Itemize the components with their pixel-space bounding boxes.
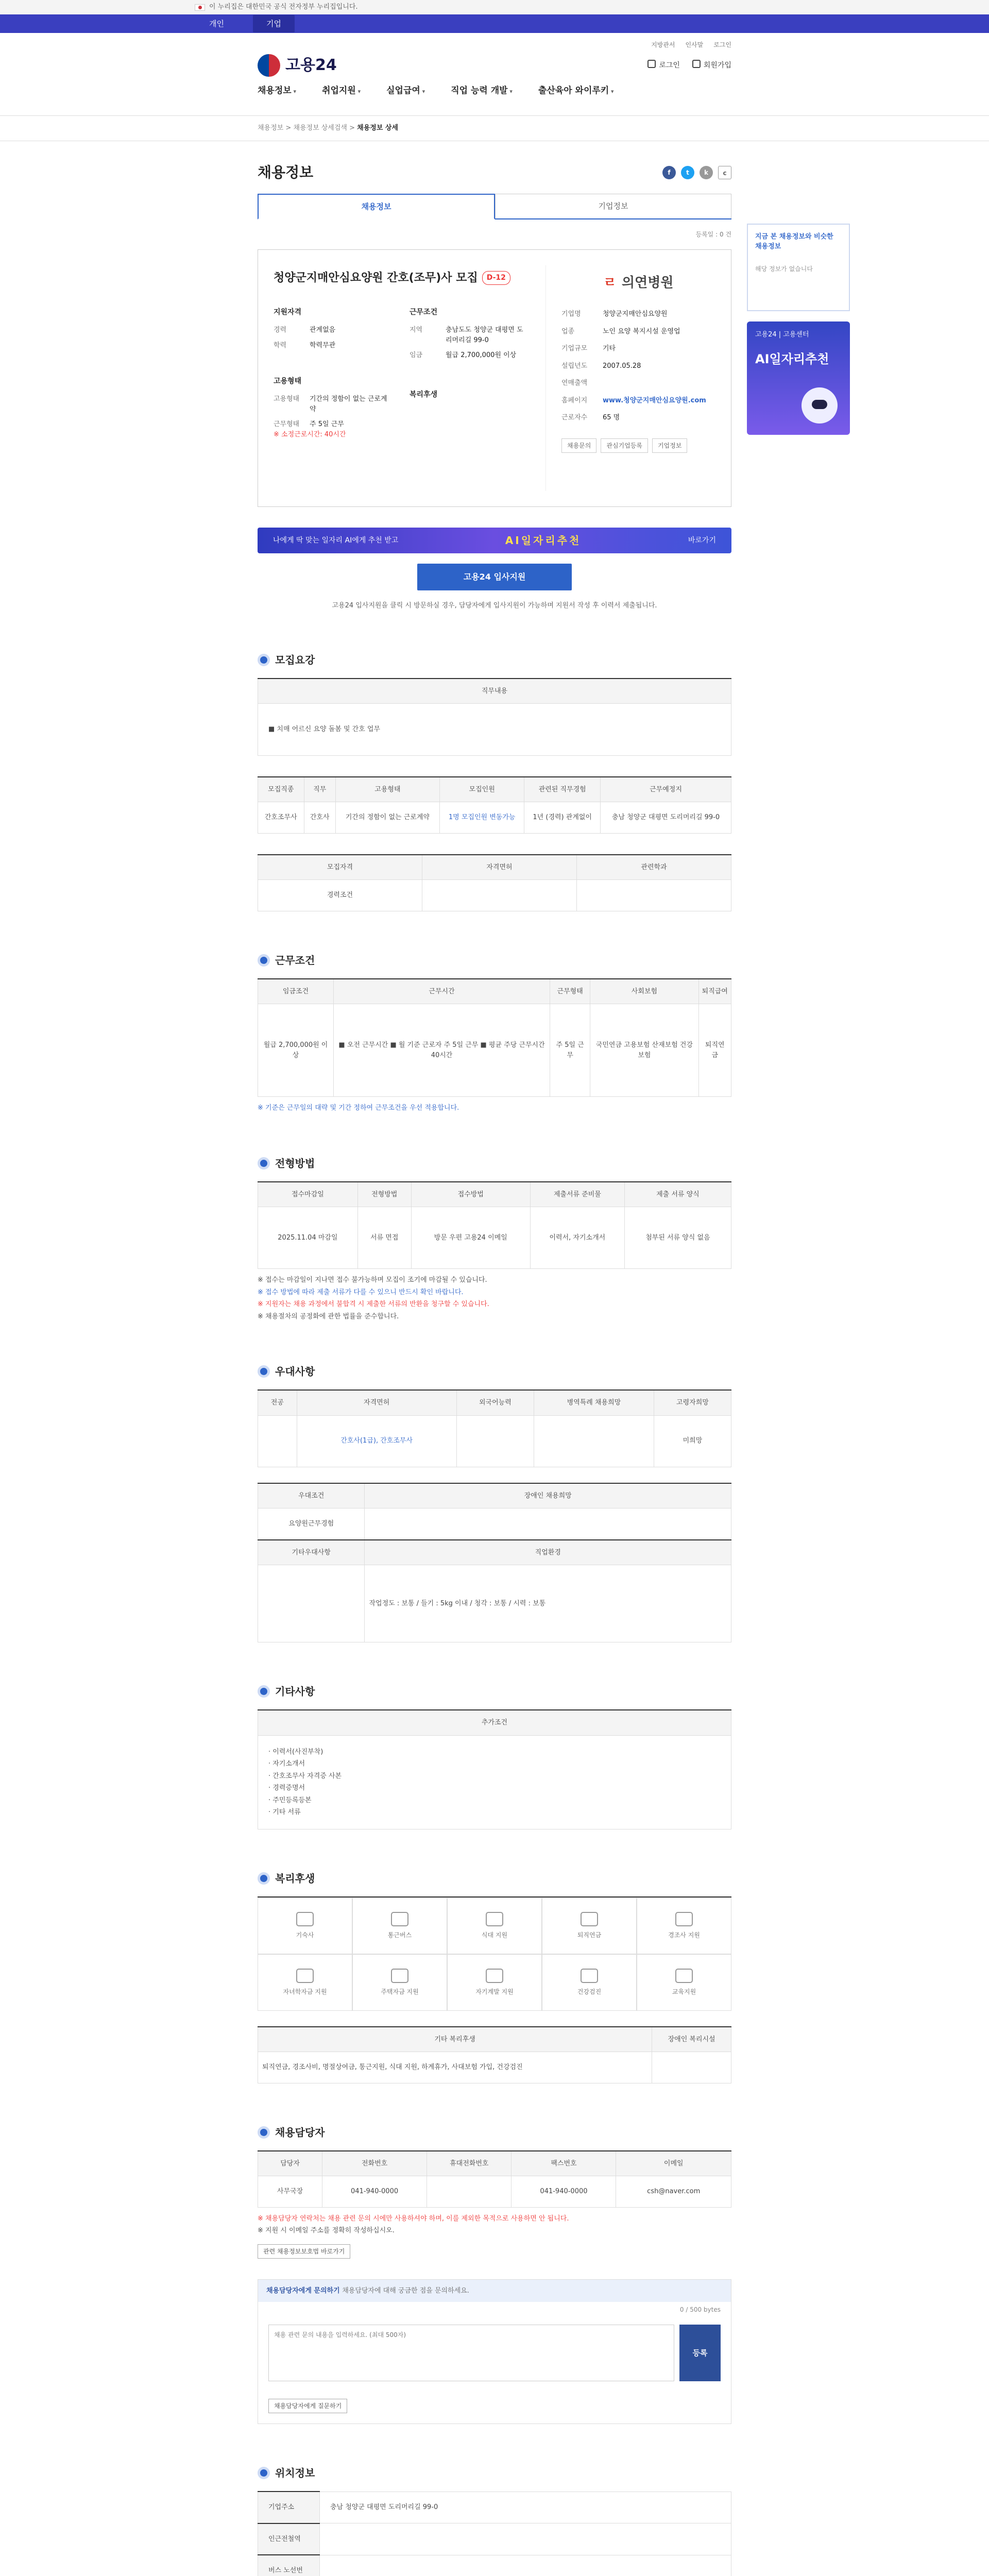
table-header-cell: 직업환경 xyxy=(365,1540,731,1565)
table-cell: 주 5일 근무 xyxy=(550,1004,590,1097)
table-header-cell: 접수마감일 xyxy=(258,1182,358,1207)
table-header-cell: 담당자 xyxy=(258,2151,322,2176)
table-cell: 미희망 xyxy=(654,1415,731,1467)
table-cell xyxy=(576,880,731,911)
book-icon xyxy=(486,1969,503,1983)
table-header-cell: 버스 노선번 xyxy=(258,2555,320,2576)
table-header-cell: 퇴직급여 xyxy=(698,979,731,1004)
section-welfare xyxy=(258,1871,731,2083)
main-content xyxy=(258,162,833,2576)
util-link[interactable]: 지방관서 xyxy=(651,41,675,48)
table-cell xyxy=(258,1415,297,1467)
section-contact: 채용담당자 담당자 전화번호 휴대전화번호 팩스번호 이메일 사무국장 041-940-0000 041-940-0000 csh@naver.com ※ 채용담당자 연락처는 채용 관련 문의 시에만 사용하셔야 하며, 이를 제외한 목적으로 사용하면 안 됩니다. ※ 지원 시 이메일 주소를 정확히 작성하십시오. 관련 채용정보보호법 바로가기 채용담당자에게 문의하기 채용담당자에 대해 궁금한 점을 문의하세요. 0 / 500 bytes 채용 관련 문의 내용을 입력하세요. (최대 500자) 등록 채용담당자에게 질문하기 xyxy=(258,2125,731,2425)
table-header-cell: 외국어능력 xyxy=(456,1390,534,1415)
table-header-cell: 근무시간 xyxy=(334,979,550,1004)
hours-note: ※ 소정근로시간: 40시간 xyxy=(274,430,346,438)
section-selection: 전형방법 접수마감일 전형방법 접수방법 제출서류 준비물 제출 서류 양식 2025.11.04 마감일 서류 면접 방문 우편 고용24 이메일 이력서, 자기소개서 첨부된 서류 양식 없음 ※ 접수는 마감일이 지나면 접수 불가능하며 모집이 조기에 마감될 수 있습니다. ※ 접수 방법에 따라 제출 서류가 다를 수 있으니 반드시 확인 바랍니다. ※ 지원자는 채용 과정에서 불합격 시 제출한 서류의 반환을 청구할 수 있습니다. ※ 채용절차의 공정화에 관한 법률을 준수합니다. xyxy=(258,1156,731,1323)
dday-badge: D-12 xyxy=(482,271,510,285)
welfare-item: 통근버스 xyxy=(352,1897,447,1954)
tab-company[interactable]: 기업 xyxy=(253,15,295,33)
main-nav xyxy=(258,84,614,98)
twitter-icon[interactable]: t xyxy=(681,166,694,179)
account-links xyxy=(647,60,731,71)
welfare-item: 자기계발 지원 xyxy=(447,1954,542,2011)
table-cell: 충남 청양군 대평면 도리머리길 99-0 xyxy=(320,2492,731,2523)
table-cell: ■ 오전 근무시간 ■ 월 기준 근로자 주 5일 근무 ■ 평균 주당 근무시간 40시간 xyxy=(334,1004,550,1097)
welfare-item: 건강검진 xyxy=(542,1954,637,2011)
similar-jobs-box: 지금 본 채용정보와 비슷한 채용정보 해당 정보가 없습니다 xyxy=(747,224,850,311)
table-cell: · 이력서(사진부착) · 자기소개서 · 간호조무사 자격증 사본 · 경력증명서 · 주민등록등본 · 기타 서류 xyxy=(258,1735,731,1829)
welfare-item: 경조사 지원 xyxy=(637,1897,731,1954)
copy-link-icon[interactable]: c xyxy=(718,166,731,179)
ai-banner[interactable]: 나에게 딱 맞는 일자리 AI에게 추천 받고 AI일자리추천 바로가기 xyxy=(258,528,731,553)
table-header-cell: 기타우대사항 xyxy=(258,1540,365,1565)
table-cell: 041-940-0000 xyxy=(322,2176,427,2208)
tab-personal[interactable]: 개인 xyxy=(209,19,224,28)
table-header-cell: 제출서류 준비물 xyxy=(530,1182,624,1207)
education-icon xyxy=(675,1969,693,1983)
util-link[interactable]: 로그인 xyxy=(713,41,731,48)
table-header-cell: 인근전철역 xyxy=(258,2523,320,2555)
apply-note: 고용24 입사지원을 클릭 시 방문하실 경우, 담당자에게 입사지원이 가능하며 지원서 작성 후 이력서 제출됩니다. xyxy=(332,602,657,609)
section-title: 모집요강 xyxy=(258,652,731,668)
table-cell xyxy=(456,1415,534,1467)
house-icon xyxy=(391,1969,408,1983)
cond-heading: 복리후생 xyxy=(410,390,438,399)
health-icon xyxy=(581,1969,598,1983)
bus-icon xyxy=(391,1912,408,1926)
welfare-icons xyxy=(258,1896,731,2011)
table-cell: 충남 청양군 대평면 도리머리길 99-0 xyxy=(601,802,731,834)
cond-heading: 근무조건 xyxy=(410,308,438,316)
gift-icon xyxy=(675,1912,693,1926)
table-header-cell: 자격면허 xyxy=(297,1390,456,1415)
table-header-cell: 휴대전화번호 xyxy=(427,2151,511,2176)
page-title: 채용정보 xyxy=(258,163,314,181)
inquiry-submit-button[interactable]: 등록 xyxy=(679,2325,721,2381)
cond-heading: 지원자격 xyxy=(274,308,302,316)
table-cell: 간호조무사 xyxy=(258,802,304,834)
facebook-icon[interactable]: f xyxy=(662,166,676,179)
table-cell: 퇴직연금, 경조사비, 명절상여금, 통근지원, 식대 지원, 하계휴가, 사대보험 가입, 건강검진 xyxy=(258,2052,652,2083)
table-header-cell: 우대조건 xyxy=(258,1483,365,1509)
ai-recommend-banner[interactable]: 고용24 | 고용센터 AI일자리추천 xyxy=(747,321,850,435)
utility-links xyxy=(651,40,731,49)
audience-tabs xyxy=(0,14,989,33)
table-header-cell: 관련학과 xyxy=(576,855,731,880)
table-cell xyxy=(422,880,576,911)
byte-counter: 0 / 500 bytes xyxy=(679,2306,721,2313)
welfare-item: 자녀학자금 지원 xyxy=(258,1954,352,2011)
welfare-item: 교육지원 xyxy=(637,1954,731,2011)
company-card: ㄹ 의연병원 기업명 청양군지매안심요양원 업종 노인 요양 복지시설 운영업 기업규모 기타 설립년도 2007.05.28 연매출액 홈페이지 www.청양군지매안심요양원.com 근로자수 65 명 채용문의 관심기업등록 기업정보 xyxy=(545,265,715,491)
welfare-item: 주택자금 지원 xyxy=(352,1954,447,2011)
table-cell xyxy=(365,1509,731,1540)
right-sidebar xyxy=(747,224,850,435)
table-cell: 이력서, 자기소개서 xyxy=(530,1207,624,1269)
table-cell xyxy=(320,2523,731,2555)
table-header-cell: 모집직종 xyxy=(258,777,304,802)
table-cell: 국민연금 고용보험 산재보험 건강보험 xyxy=(590,1004,698,1097)
company-info-button[interactable]: 기업정보 xyxy=(652,438,687,453)
section-title: 근무조건 xyxy=(258,953,731,968)
table-header-cell: 전화번호 xyxy=(322,2151,427,2176)
table-header-cell: 팩스번호 xyxy=(511,2151,616,2176)
table-header-cell: 임금조건 xyxy=(258,979,334,1004)
nav-item[interactable]: 직업 능력 개발 ▾ xyxy=(451,84,513,98)
section-title: 위치정보 xyxy=(258,2465,731,2481)
homepage-link[interactable]: www.청양군지매안심요양원.com xyxy=(603,396,706,404)
share-buttons xyxy=(662,166,731,179)
table-header-cell: 기타 복리후생 xyxy=(258,2027,652,2052)
table-header-cell: 고령자희망 xyxy=(654,1390,731,1415)
nav-item[interactable]: 실업급여 ▾ xyxy=(386,84,425,98)
table-cell xyxy=(320,2555,731,2576)
inquiry-box: 채용담당자에게 문의하기 채용담당자에 대해 궁금한 점을 문의하세요. 0 / 500 bytes 채용 관련 문의 내용을 입력하세요. (최대 500자) 등록 채용담당자에게 질문하기 xyxy=(258,2279,731,2425)
welfare-item: 퇴직연금 xyxy=(542,1897,637,1954)
site-logo[interactable]: 고용24 xyxy=(258,54,337,77)
nav-item[interactable]: 취업지원 ▾ xyxy=(322,84,361,98)
table-cell xyxy=(258,1565,365,1642)
meal-icon xyxy=(486,1912,503,1926)
table-cell: ■ 치매 어르신 요양 돌봄 및 간호 업무 xyxy=(258,704,731,756)
table-cell: 2025.11.04 마감일 xyxy=(258,1207,358,1269)
section-location xyxy=(258,2465,731,2576)
privacy-law-button[interactable]: 관련 채용정보보호법 바로가기 xyxy=(258,2244,350,2259)
inquiry-input[interactable] xyxy=(268,2325,674,2381)
flag-icon xyxy=(195,4,205,11)
section-title: 채용담당자 xyxy=(258,2125,731,2140)
section-recruit xyxy=(258,652,731,911)
table-header-cell: 추가조건 xyxy=(258,1710,731,1735)
table-header-cell: 기업주소 xyxy=(258,2492,320,2523)
contact-button[interactable]: 채용문의 xyxy=(561,438,596,453)
job-summary-box: 청양군지매안심요양원 간호(조무)사 모집 D-12 지원자격 경력 관계없음 학력 학력무관 고용형태 고용형태 기간의 정함이 없는 근로계약 근무형태 주 5일 근무 ※ 소정근로시간: 40시간 근무조건 지역 충남도도 청양군 대평면 도리머리길 99-0 임금 월급 2,700,000원 이상 복리후생 ㄹ 의연병원 기업명 청양군지매안심요양원 업종 노인 요양 복지시설 운영업 기업규모 기타 설립년도 2007.05.28 연매출액 홈페이지 www.청양군지매안심요양원.com 근로자수 65 명 채용문의 관심기업등록 기업정보 xyxy=(258,249,731,507)
site-header xyxy=(258,33,731,115)
tab-job-info[interactable]: 채용정보 xyxy=(258,194,495,220)
table-header-cell: 병역특례 채용희망 xyxy=(534,1390,654,1415)
table-cell: 방문 우편 고용24 이메일 xyxy=(411,1207,530,1269)
table-cell: 작업정도 : 보통 / 들기 : 5kg 이내 / 청각 : 보통 / 시력 : 보통 xyxy=(365,1565,731,1642)
table-cell: 사무국장 xyxy=(258,2176,322,2208)
table-header-cell: 직무내용 xyxy=(258,679,731,704)
section-title: 우대사항 xyxy=(258,1364,731,1379)
tab-company-info[interactable]: 기업정보 xyxy=(495,194,731,219)
table-header-cell: 고용형태 xyxy=(335,777,439,802)
table-header-cell: 접수방법 xyxy=(411,1182,530,1207)
table-cell: 월급 2,700,000원 이상 xyxy=(258,1004,334,1097)
breadcrumb: 채용정보 > 채용정보 상세검색 > 채용정보 상세 xyxy=(258,124,399,132)
table-cell xyxy=(534,1415,654,1467)
table-header-cell: 모집인원 xyxy=(439,777,524,802)
table-cell: 간호사 xyxy=(304,802,335,834)
nav-item[interactable]: 채용정보 ▾ xyxy=(258,84,296,98)
table-header-cell: 근무예정지 xyxy=(601,777,731,802)
table-cell: 요양원근무경험 xyxy=(258,1509,365,1540)
table-header-cell: 근무형태 xyxy=(550,979,590,1004)
detail-tabs xyxy=(258,194,731,220)
table-header-cell: 전공 xyxy=(258,1390,297,1415)
section-title: 전형방법 xyxy=(258,1156,731,1171)
cond-heading: 고용형태 xyxy=(274,377,302,385)
pension-icon xyxy=(581,1912,598,1926)
welfare-item: 기숙사 xyxy=(258,1897,352,1954)
signup-button[interactable]: 회원가입 xyxy=(692,60,731,71)
section-title: 복리후생 xyxy=(258,1871,731,1886)
table-header-cell: 관련된 직무경험 xyxy=(524,777,601,802)
kakao-icon[interactable]: k xyxy=(700,166,713,179)
table-header-cell: 장애인 채용희망 xyxy=(365,1483,731,1509)
table-cell: csh@naver.com xyxy=(616,2176,731,2208)
robot-icon xyxy=(802,387,838,423)
util-link[interactable]: 인사말 xyxy=(685,41,704,48)
table-header-cell: 모집자격 xyxy=(258,855,422,880)
table-cell: 서류 면접 xyxy=(357,1207,411,1269)
table-cell xyxy=(427,2176,511,2208)
table-cell xyxy=(652,2052,731,2083)
page-title-row xyxy=(258,162,731,183)
table-header-cell: 사회보험 xyxy=(590,979,698,1004)
table-header-cell: 직무 xyxy=(304,777,335,802)
table-cell: 경력조건 xyxy=(258,880,422,911)
table-cell: 1년 (경력) 관계없이 xyxy=(524,802,601,834)
section-title: 기타사항 xyxy=(258,1684,731,1699)
school-icon xyxy=(296,1969,314,1983)
section-conditions: 근무조건 임금조건 근무시간 근무형태 사회보험 퇴직급여 월급 2,700,000원 이상 ■ 오전 근무시간 ■ 월 기준 근로자 주 5일 근무 ■ 평균 주당 근무시간 40시간 주 5일 근무 국민연금 고용보험 산재보험 건강보험 퇴직연금 ※ 기준은 근무일의 대략 및 기간 정하여 근무조건을 우선 적용합니다. xyxy=(258,953,731,1114)
section-etc xyxy=(258,1684,731,1829)
table-cell: 첨부된 서류 양식 없음 xyxy=(624,1207,731,1269)
login-button[interactable]: 로그인 xyxy=(647,60,680,71)
dormitory-icon xyxy=(296,1912,314,1926)
table-cell: 1명 모집인원 변동가능 xyxy=(439,802,524,834)
favorite-company-button[interactable]: 관심기업등록 xyxy=(601,438,648,453)
ask-recruiter-button[interactable]: 채용담당자에게 질문하기 xyxy=(268,2399,347,2413)
table-cell: 퇴직연금 xyxy=(698,1004,731,1097)
table-header-cell: 자격면허 xyxy=(422,855,576,880)
gov-banner xyxy=(0,0,989,14)
apply-button[interactable]: 고용24 입사지원 xyxy=(417,564,572,590)
welfare-item: 식대 지원 xyxy=(447,1897,542,1954)
table-header-cell: 전형방법 xyxy=(357,1182,411,1207)
table-cell: 간호사(1급), 간호조무사 xyxy=(297,1415,456,1467)
table-header-cell: 이메일 xyxy=(616,2151,731,2176)
nav-item[interactable]: 출산육아 와이루키 ▾ xyxy=(538,84,614,98)
table-header-cell: 장애인 복리시설 xyxy=(652,2027,731,2052)
company-logo: ㄹ 의연병원 xyxy=(603,275,674,291)
table-cell: 041-940-0000 xyxy=(511,2176,616,2208)
taegeuk-icon xyxy=(258,54,280,77)
gov-banner-text: 이 누리집은 대한민국 공식 전자정부 누리집입니다. xyxy=(209,3,358,11)
job-title: 청양군지매안심요양원 간호(조무)사 모집 D-12 xyxy=(274,269,525,286)
table-header-cell: 제출 서류 양식 xyxy=(624,1182,731,1207)
register-note: 등록일 : 0 건 xyxy=(695,231,731,238)
section-preference xyxy=(258,1364,731,1642)
table-cell: 기간의 정함이 없는 근로계약 xyxy=(335,802,439,834)
